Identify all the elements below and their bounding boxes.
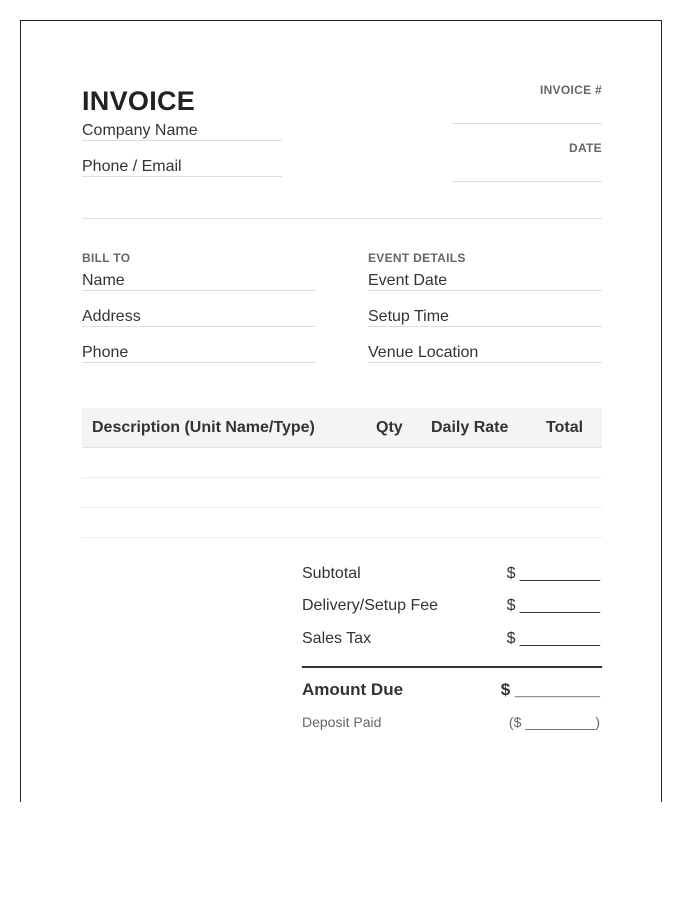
event-date-line xyxy=(368,290,602,291)
column-description: Description (Unit Name/Type) xyxy=(92,419,315,436)
delivery-fee-label: Delivery/Setup Fee xyxy=(302,597,439,614)
bill-to-address: Address xyxy=(82,308,141,325)
amount-due-value: $ _________ xyxy=(500,680,600,699)
setup-time-field: Setup Time xyxy=(368,308,449,325)
invoice-title: INVOICE xyxy=(82,86,196,116)
bill-to-name-line xyxy=(82,290,316,291)
sales-tax-label: Sales Tax xyxy=(302,630,372,647)
table-row xyxy=(82,537,602,538)
deposit-paid-value: ($ _________) xyxy=(508,714,600,730)
amount-due-label: Amount Due xyxy=(302,680,404,699)
deposit-paid-label: Deposit Paid xyxy=(302,714,382,730)
event-date-field: Event Date xyxy=(368,272,448,289)
invoice-number-label: INVOICE # xyxy=(539,83,602,97)
phone-email-field: Phone / Email xyxy=(82,158,182,175)
column-daily-rate: Daily Rate xyxy=(431,419,509,436)
table-row xyxy=(82,507,602,508)
header-divider xyxy=(82,218,602,219)
column-qty: Qty xyxy=(376,419,403,436)
company-name-underline xyxy=(82,140,282,141)
bill-to-address-line xyxy=(82,326,316,327)
invoice-sheet xyxy=(20,20,662,802)
venue-location-field: Venue Location xyxy=(368,344,479,361)
items-table-header xyxy=(82,408,602,448)
date-label: DATE xyxy=(569,141,602,155)
venue-location-line xyxy=(368,362,602,363)
subtotal-label: Subtotal xyxy=(302,565,361,582)
bill-to-phone-line xyxy=(82,362,316,363)
event-details-heading: EVENT DETAILS xyxy=(368,251,466,265)
date-line xyxy=(452,181,602,182)
bill-to-name: Name xyxy=(82,272,125,289)
company-name-field: Company Name xyxy=(82,122,198,139)
invoice-number-line xyxy=(452,123,602,124)
setup-time-line xyxy=(368,326,602,327)
subtotal-value: $ _________ xyxy=(506,565,600,582)
sales-tax-value: $ _________ xyxy=(506,630,600,647)
totals-rule xyxy=(302,666,602,668)
column-total: Total xyxy=(546,419,584,436)
bill-to-phone: Phone xyxy=(82,344,129,361)
bill-to-heading: BILL TO xyxy=(82,251,131,265)
table-row xyxy=(82,477,602,478)
delivery-fee-value: $ _________ xyxy=(506,597,600,614)
phone-email-underline xyxy=(82,176,282,177)
